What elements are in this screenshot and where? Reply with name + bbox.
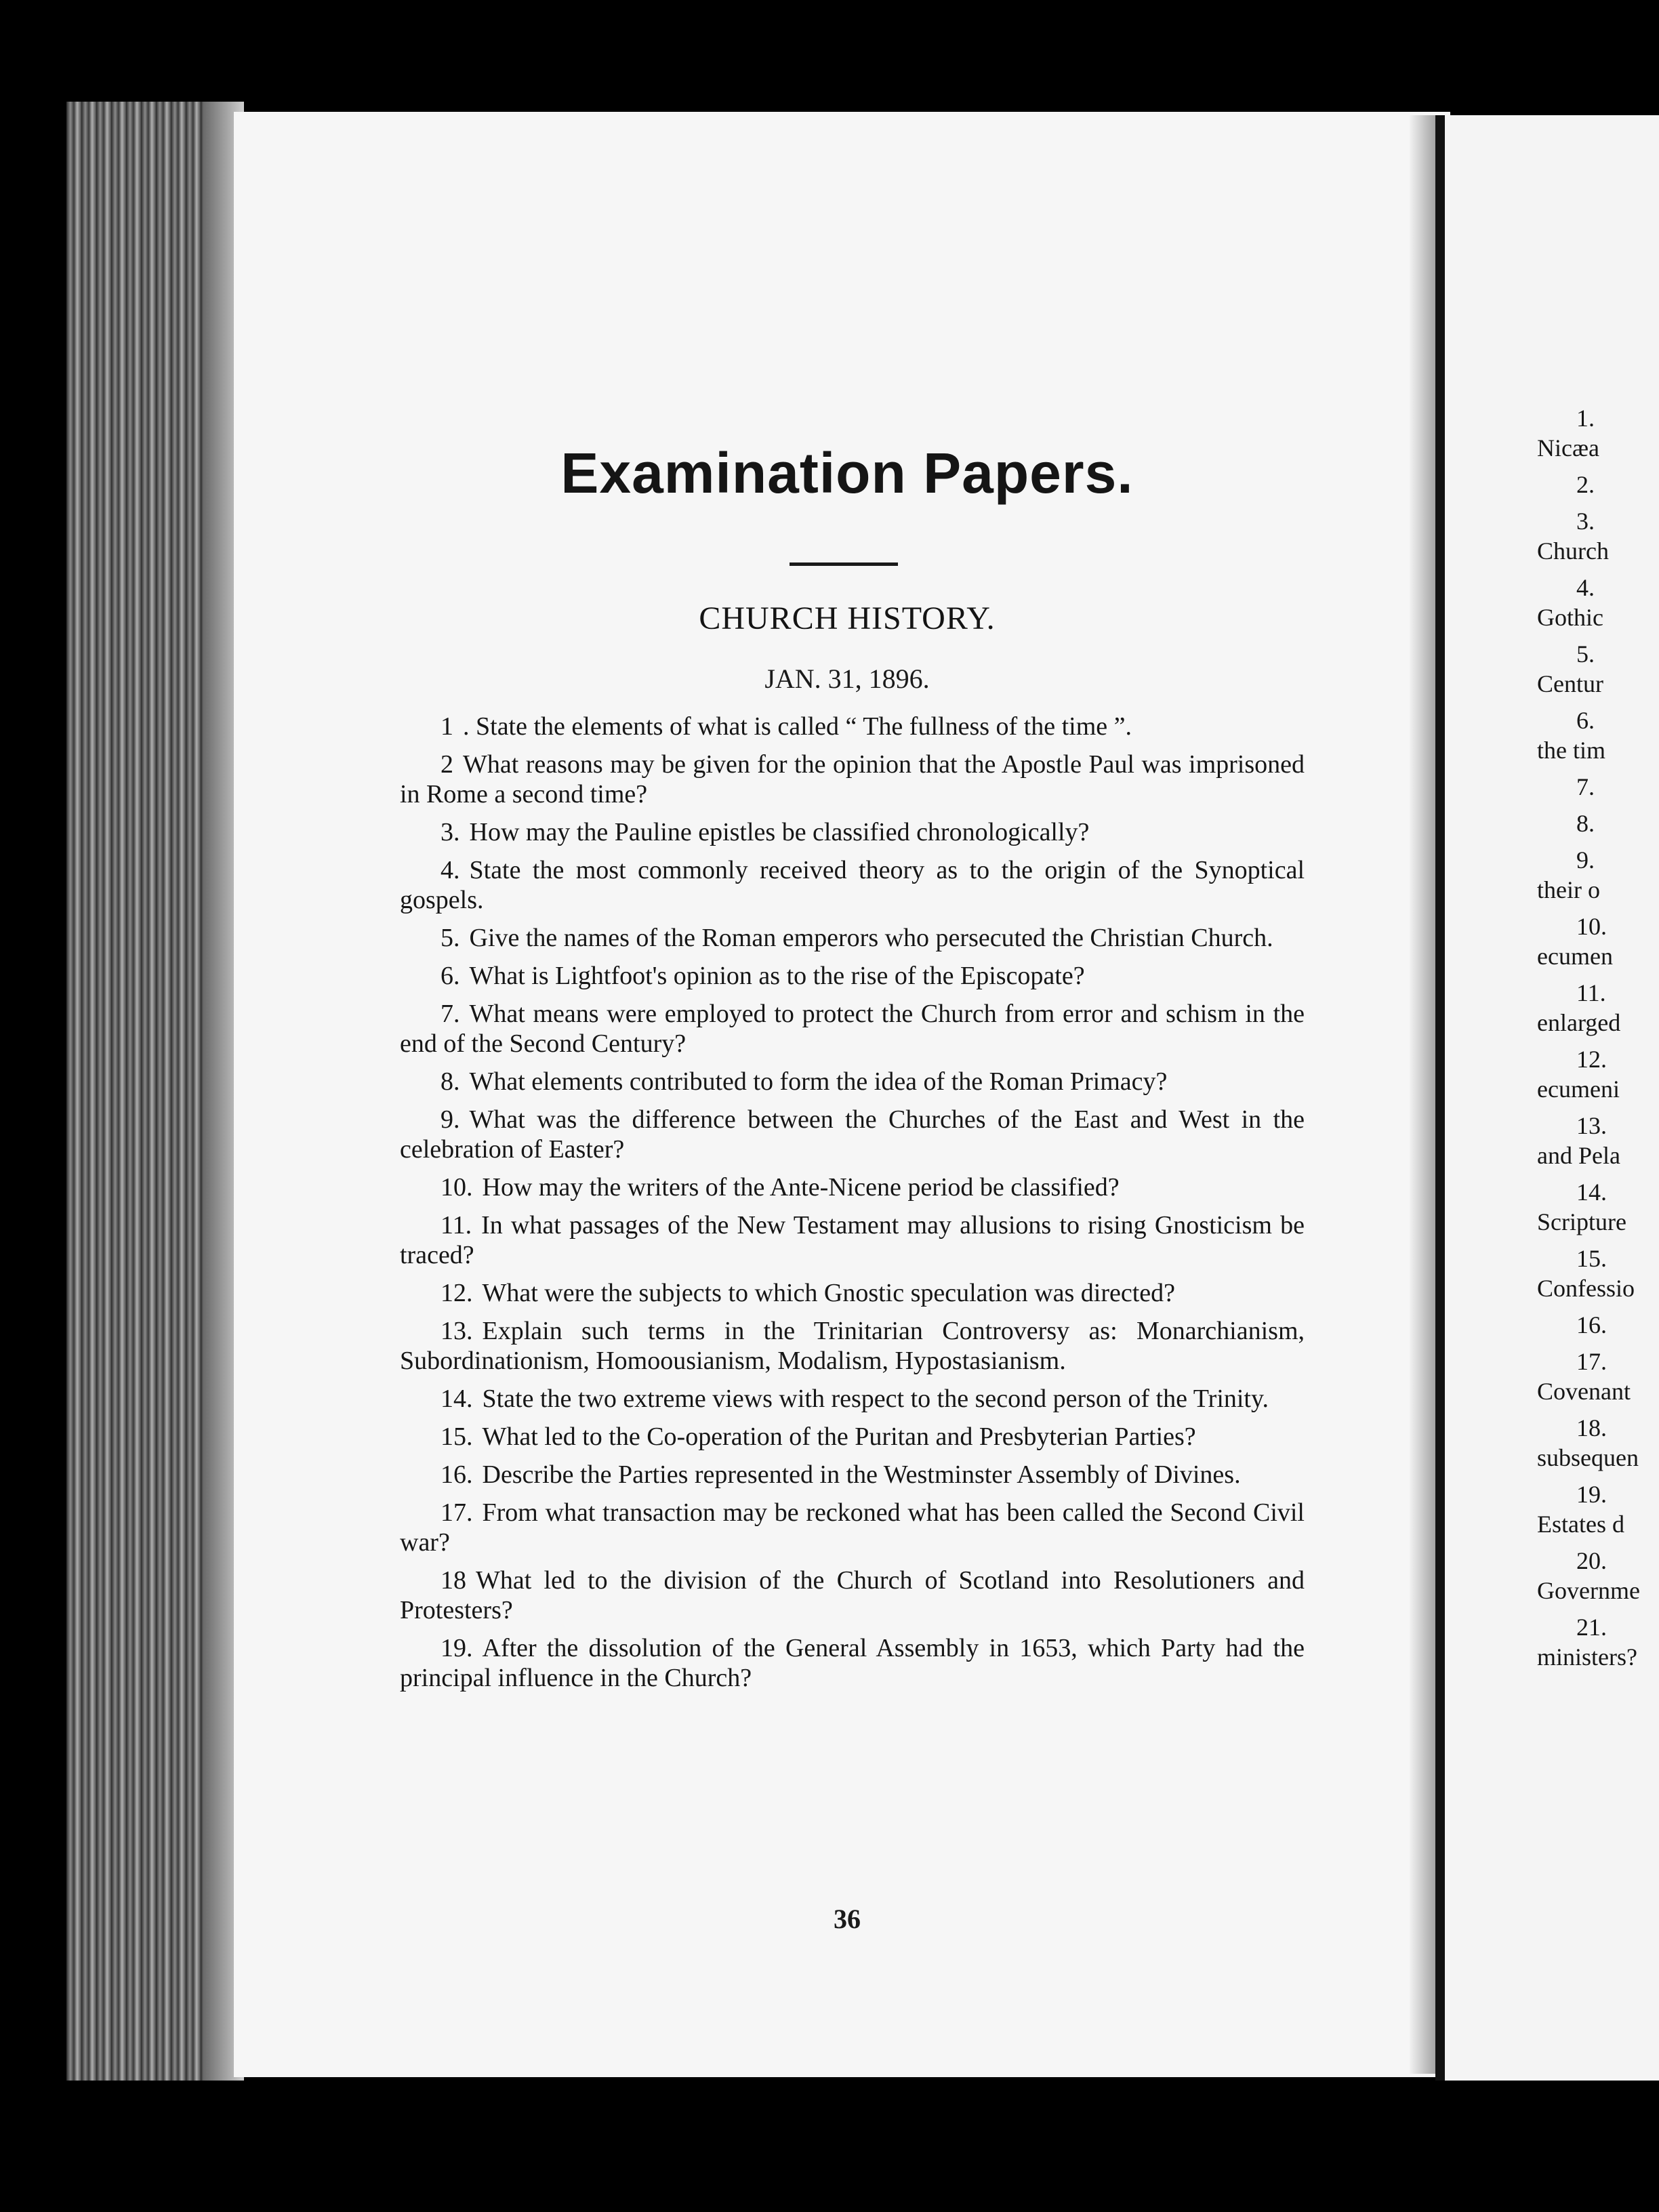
exam-date: JAN. 31, 1896.	[764, 663, 930, 694]
fragment-text: Covenant	[1537, 1378, 1631, 1405]
fragment-number: 21.	[1576, 1614, 1607, 1641]
fragment-text: subsequen	[1537, 1444, 1639, 1471]
page-number: 36	[834, 1904, 861, 1934]
question-item	[400, 923, 1305, 953]
question-text: How may the writers of the Ante-Nicene period be classified?	[482, 1173, 1120, 1202]
fragment-text: and Pela	[1537, 1142, 1620, 1169]
title-rule	[790, 562, 898, 566]
right-page-fragment	[1537, 1310, 1659, 1340]
question-text: What were the subjects to which Gnostic speculation was directed?	[482, 1279, 1175, 1307]
fragment-number: 6.	[1576, 707, 1595, 734]
right-page-fragment	[1537, 1177, 1659, 1237]
question-item	[400, 961, 1305, 991]
question-number: 3.	[441, 818, 460, 846]
question-number: 18	[441, 1566, 466, 1595]
question-text: State the most commonly received theory as to the origin of the Synoptical gospels.	[400, 856, 1305, 914]
right-page-fragment	[1537, 808, 1659, 838]
right-page-fragment	[1537, 470, 1659, 499]
fragment-number: 1.	[1576, 405, 1595, 432]
title-block	[474, 441, 1220, 506]
right-page-fragment	[1537, 1479, 1659, 1539]
question-number: 8.	[441, 1067, 460, 1096]
question-item	[400, 1067, 1305, 1097]
right-page-fragment	[1537, 1546, 1659, 1605]
fragment-number: 8.	[1576, 810, 1595, 837]
question-text: What means were employed to protect the Church from error and schism in the end of the Second Century?	[400, 1000, 1305, 1058]
question-item	[400, 1172, 1305, 1202]
right-page-fragment	[1537, 772, 1659, 802]
question-number: 11.	[441, 1211, 472, 1240]
right-page-fragment	[1537, 1612, 1659, 1672]
right-page-fragment	[1537, 1347, 1659, 1406]
question-item	[400, 1384, 1305, 1414]
fragment-number: 16.	[1576, 1311, 1607, 1338]
right-page-fragment	[1537, 1111, 1659, 1170]
fragment-text: ministers?	[1537, 1643, 1637, 1671]
fragment-number: 5.	[1576, 640, 1595, 668]
right-page-fragment	[1537, 1413, 1659, 1473]
question-number: 9.	[441, 1105, 460, 1134]
right-page-fragment	[1537, 1244, 1659, 1303]
question-text: . State the elements of what is called “ The fullness of the time ”.	[463, 712, 1132, 741]
question-item	[400, 817, 1305, 847]
fragment-number: 18.	[1576, 1414, 1607, 1441]
question-text: From what transaction may be reckoned what has been called the Second Civil war?	[400, 1498, 1305, 1557]
fragment-text: Confessio	[1537, 1275, 1635, 1302]
question-item	[400, 712, 1305, 741]
fragment-text: Estates d	[1537, 1511, 1624, 1538]
question-number: 10.	[441, 1173, 473, 1202]
fragment-number: 4.	[1576, 574, 1595, 601]
right-page-fragment	[1537, 1044, 1659, 1104]
question-item	[400, 1316, 1305, 1376]
fragment-number: 20.	[1576, 1547, 1607, 1574]
question-item	[400, 1633, 1305, 1693]
fragment-text: Scripture	[1537, 1208, 1626, 1235]
fragment-text: ecumen	[1537, 943, 1613, 970]
question-number: 13.	[441, 1317, 473, 1345]
fragment-text: Centur	[1537, 670, 1603, 697]
question-number: 1	[441, 712, 453, 741]
question-item	[400, 855, 1305, 915]
fragment-text: enlarged	[1537, 1009, 1621, 1036]
question-list	[400, 712, 1305, 1701]
fragment-number: 19.	[1576, 1481, 1607, 1508]
question-number: 17.	[441, 1498, 473, 1527]
right-page-fragments	[1537, 403, 1659, 1679]
fragment-number: 11.	[1576, 979, 1606, 1006]
question-number: 6.	[441, 962, 460, 990]
fragment-text: Church	[1537, 537, 1609, 565]
question-text: Explain such terms in the Trinitarian Controversy as: Monarchianism, Subordinationism, Homoousianism, Modalism, Hypostasianism.	[400, 1317, 1305, 1375]
question-number: 5.	[441, 924, 460, 952]
right-page-fragment	[1537, 978, 1659, 1038]
question-item	[400, 999, 1305, 1059]
fragment-number: 14.	[1576, 1179, 1607, 1206]
question-number: 2	[441, 750, 453, 779]
right-page-fragment	[1537, 845, 1659, 905]
fragment-text: Nicæa	[1537, 434, 1599, 462]
question-text: Describe the Parties represented in the Westminster Assembly of Divines.	[482, 1460, 1241, 1489]
right-page-fragment	[1537, 573, 1659, 632]
fragment-text: Gothic	[1537, 604, 1603, 631]
fragment-number: 17.	[1576, 1348, 1607, 1375]
right-page-fragment	[1537, 639, 1659, 699]
right-page-fragment	[1537, 403, 1659, 463]
question-text: How may the Pauline epistles be classified chronologically?	[469, 818, 1090, 846]
page-title: Examination Papers.	[560, 441, 1134, 505]
question-item	[400, 1210, 1305, 1270]
question-text: Give the names of the Roman emperors who persecuted the Christian Church.	[469, 924, 1273, 952]
question-item	[400, 1278, 1305, 1308]
question-number: 4.	[441, 856, 460, 884]
fragment-number: 12.	[1576, 1046, 1607, 1073]
question-number: 15.	[441, 1422, 473, 1451]
question-number: 12.	[441, 1279, 473, 1307]
right-page-edge	[1435, 115, 1445, 2081]
question-item	[400, 1565, 1305, 1625]
fragment-number: 7.	[1576, 773, 1595, 800]
question-text: What led to the Co-operation of the Puritan and Presbyterian Parties?	[482, 1422, 1196, 1451]
question-text: What led to the division of the Church of Scotland into Resolutioners and Protesters?	[400, 1566, 1305, 1624]
question-item	[400, 750, 1305, 809]
question-item	[400, 1498, 1305, 1557]
question-item	[400, 1422, 1305, 1452]
question-text: What reasons may be given for the opinion that the Apostle Paul was imprisoned in Rome a second time?	[400, 750, 1305, 808]
question-item	[400, 1105, 1305, 1164]
question-text: In what passages of the New Testament may allusions to rising Gnosticism be traced?	[400, 1211, 1305, 1269]
question-text: What was the difference between the Churches of the East and West in the celebration of Easter?	[400, 1105, 1305, 1164]
right-page-fragment	[1537, 912, 1659, 971]
fragment-text: their o	[1537, 876, 1600, 903]
question-text: What is Lightfoot's opinion as to the rise of the Episcopate?	[469, 962, 1085, 990]
question-text: What elements contributed to form the idea of the Roman Primacy?	[469, 1067, 1168, 1096]
fragment-number: 3.	[1576, 508, 1595, 535]
right-page-fragment	[1537, 705, 1659, 765]
question-number: 14.	[441, 1385, 473, 1413]
question-text: After the dissolution of the General Assembly in 1653, which Party had the principal influence in the Church?	[400, 1634, 1305, 1692]
right-page-fragment	[1537, 506, 1659, 566]
fragment-number: 9.	[1576, 846, 1595, 874]
fragment-text: ecumeni	[1537, 1076, 1620, 1103]
fragment-text: the tim	[1537, 737, 1605, 764]
question-number: 19.	[441, 1634, 473, 1662]
section-heading: CHURCH HISTORY.	[699, 600, 996, 636]
question-text: State the two extreme views with respect to the second person of the Trinity.	[482, 1385, 1269, 1413]
fragment-text: Governme	[1537, 1577, 1640, 1604]
fragment-number: 2.	[1576, 471, 1595, 498]
fragment-number: 10.	[1576, 913, 1607, 940]
question-item	[400, 1460, 1305, 1490]
fragment-number: 15.	[1576, 1245, 1607, 1272]
fragment-number: 13.	[1576, 1112, 1607, 1139]
question-number: 16.	[441, 1460, 473, 1489]
question-number: 7.	[441, 1000, 460, 1028]
